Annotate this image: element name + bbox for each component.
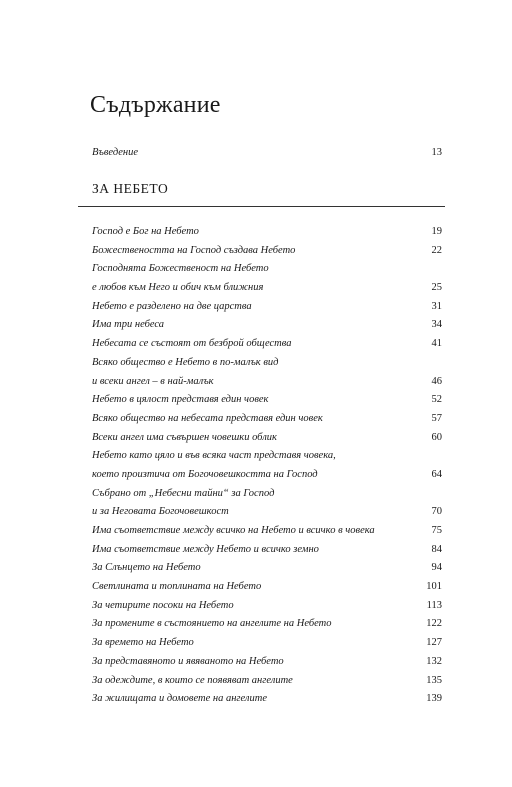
toc-entry[interactable] xyxy=(92,690,442,709)
toc-entry-page: 94 xyxy=(431,562,442,574)
toc-entry[interactable] xyxy=(92,541,442,560)
toc-entry[interactable] xyxy=(92,653,442,672)
toc-entry-title: За промените в състоянието на ангелите на Небето xyxy=(92,618,332,630)
toc-entry[interactable] xyxy=(92,634,442,653)
toc-entry-title: За представяното и явяваното на Небето xyxy=(92,655,284,667)
toc-entry[interactable] xyxy=(92,559,442,578)
toc-entry-page: 34 xyxy=(431,319,442,331)
toc-entry-page: 84 xyxy=(431,543,442,555)
toc-entry-title: Небето в цялост представя един човек xyxy=(92,394,269,406)
toc-entry[interactable] xyxy=(92,447,442,466)
toc-entry-title: Има съответствие между Небето и всичко земно xyxy=(92,543,319,555)
toc-entry[interactable] xyxy=(92,672,442,691)
toc-entry[interactable] xyxy=(92,429,442,448)
toc-entry-title: Събрано от „Небесни тайни“ за Господ xyxy=(92,487,275,499)
toc-entry-page: 101 xyxy=(426,581,442,593)
toc-entry[interactable] xyxy=(92,391,442,410)
toc-entry[interactable] xyxy=(92,578,442,597)
toc-entry-page: 25 xyxy=(431,282,442,294)
toc-entry-title: Има три небеса xyxy=(92,319,165,331)
toc-entry-page: 135 xyxy=(426,674,442,686)
toc-entry-title: и за Неговата Богочовешкост xyxy=(92,506,229,518)
toc-entry[interactable] xyxy=(92,485,442,504)
section-heading: ЗА НЕБЕТО xyxy=(92,181,169,196)
toc-entry[interactable] xyxy=(92,597,442,616)
toc-entry[interactable] xyxy=(92,223,442,242)
toc-entry-title: Всяко общество е Небето в по-малък вид xyxy=(92,356,279,368)
toc-entry-page: 127 xyxy=(426,637,442,649)
toc-entry[interactable] xyxy=(92,410,442,429)
toc-entry-page: 122 xyxy=(426,618,442,630)
toc-entry-page: 31 xyxy=(431,300,442,312)
toc-entry[interactable] xyxy=(92,615,442,634)
toc-entry-page: 52 xyxy=(431,394,442,406)
toc-entry-page: 22 xyxy=(431,244,442,256)
toc-entry-title: За жилищата и домовете на ангелите xyxy=(92,693,267,705)
toc-entry[interactable] xyxy=(92,298,442,317)
toc-entry[interactable] xyxy=(92,503,442,522)
toc-entry[interactable] xyxy=(92,316,442,335)
toc-intro-page: 13 xyxy=(431,147,442,158)
toc-entry-title: Светлината и топлината на Небето xyxy=(92,581,262,593)
toc-entry[interactable] xyxy=(92,522,442,541)
toc-entry[interactable] xyxy=(92,335,442,354)
toc-entry-page: 46 xyxy=(431,375,442,387)
toc-entry[interactable] xyxy=(92,279,442,298)
toc-intro-title: Въведение xyxy=(92,147,139,158)
toc-intro-entry[interactable] xyxy=(92,147,442,158)
toc-entry[interactable] xyxy=(92,466,442,485)
toc-entry-title: Небето като цяло и във всяка част представя човека, xyxy=(92,450,336,462)
toc-entry-title: За четирите посоки на Небето xyxy=(92,599,234,611)
toc-entry-title: Божествеността на Господ създава Небето xyxy=(92,244,296,256)
toc-entry-title: което произтича от Богочовешкостта на Господ xyxy=(92,468,318,480)
toc-entry-title: Има съответствие между всичко на Небето и всичко в човека xyxy=(92,525,375,536)
page-title: Съдържание xyxy=(90,92,221,118)
toc-entry[interactable] xyxy=(92,242,442,261)
section-divider xyxy=(78,206,445,207)
toc-entry-page: 19 xyxy=(431,226,442,237)
toc-entry-page: 75 xyxy=(431,525,442,536)
toc-entry-page: 64 xyxy=(431,468,442,480)
toc-list xyxy=(92,223,442,709)
toc-entry-title: За времето на Небето xyxy=(92,637,194,649)
toc-entry-title: За Слънцето на Небето xyxy=(92,562,201,574)
toc-entry-title: и всеки ангел – в най-малък xyxy=(92,375,214,387)
toc-entry-page: 57 xyxy=(431,412,442,424)
toc-entry-page: 139 xyxy=(426,693,442,705)
toc-entry[interactable] xyxy=(92,354,442,373)
toc-entry-title: Небесата се състоят от безброй общества xyxy=(92,338,292,350)
toc-entry[interactable] xyxy=(92,260,442,279)
toc-entry-title: Всяко общество на небесата представя един човек xyxy=(92,412,323,424)
toc-entry-page: 60 xyxy=(431,431,442,443)
toc-entry-title: Господнята Божественост на Небето xyxy=(92,263,269,275)
toc-entry-title: Всеки ангел има съвършен човешки облик xyxy=(92,431,277,443)
toc-entry-page: 113 xyxy=(426,599,442,611)
toc-entry-page: 70 xyxy=(431,506,442,518)
toc-entry-page: 132 xyxy=(426,655,442,667)
toc-entry[interactable] xyxy=(92,373,442,392)
toc-entry-title: Господ е Бог на Небето xyxy=(92,226,199,237)
toc-entry-title: е любов към Него и обич към ближния xyxy=(92,282,264,294)
toc-entry-title: За одеждите, в които се появяват ангелите xyxy=(92,674,293,686)
toc-entry-title: Небето е разделено на две царства xyxy=(92,300,252,312)
toc-entry-page: 41 xyxy=(431,338,442,350)
